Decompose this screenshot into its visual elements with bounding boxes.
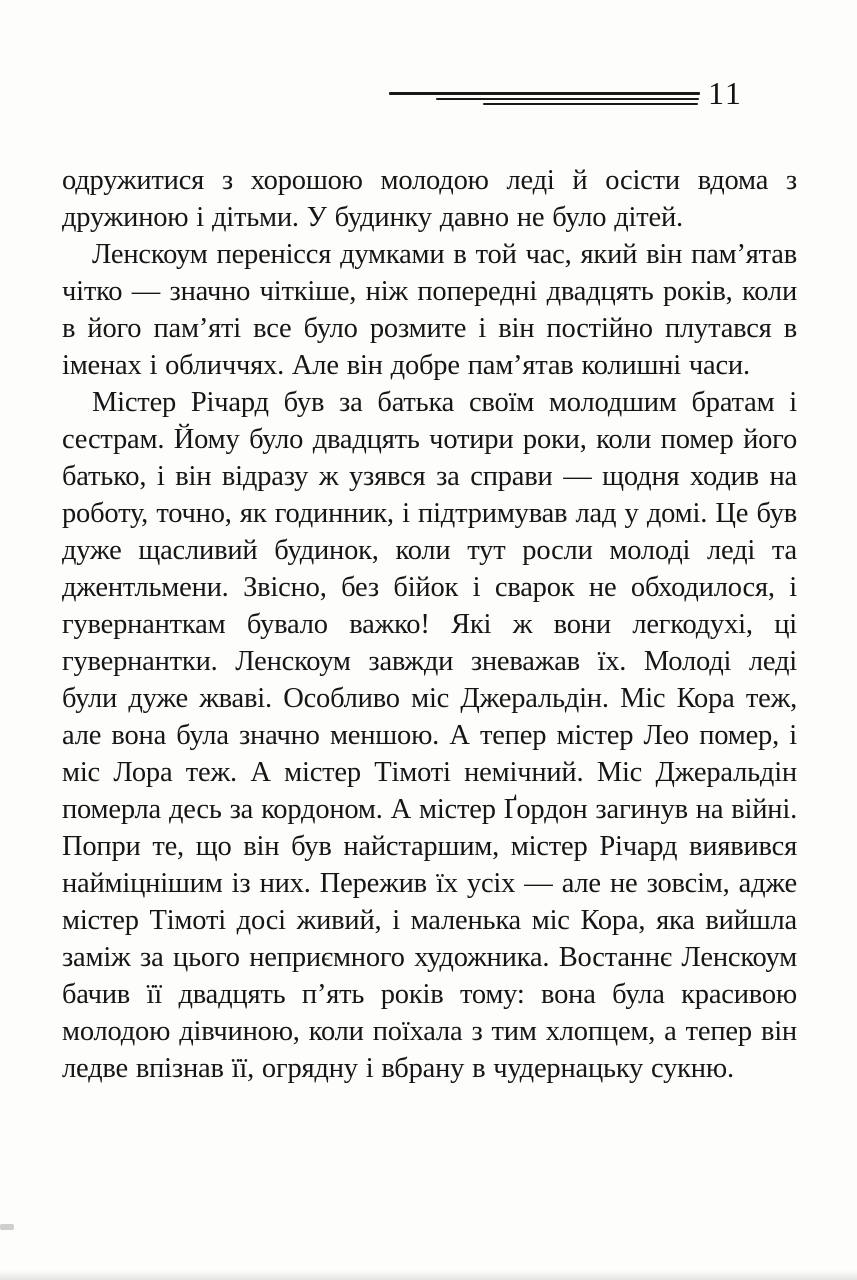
rule-line-middle xyxy=(436,98,699,100)
rule-line-bottom xyxy=(483,103,698,105)
body-text xyxy=(62,162,797,1087)
scan-edge-shadow xyxy=(0,1270,857,1280)
scan-smudge-artifact xyxy=(0,1224,14,1230)
paragraph: Ленскоум перенісся думками в той час, який він пам’ятав чітко — значно чіткіше, ніж попередні двадцять років, коли в його пам’яті все було розмите і він постійно плутався в іменах і обличчях. Але він добре пам’ятав колишні часи. xyxy=(62,239,797,381)
paragraph-continuation: одружитися з хорошою молодою леді й осісти вдома з дружиною і дітьми. У будинку давно не було дітей. xyxy=(62,165,797,233)
page-number: 11 xyxy=(708,75,743,111)
rule-line-top xyxy=(389,92,700,95)
paragraph: Містер Річард був за батька своїм молодшим братам і сестрам. Йому було двадцять чотири роки, коли помер його батько, і він відразу ж узявся за справи — щодня ходив на роботу, точно, як годинник, і підтримував лад у домі. Це був дуже щасливий будинок, коли тут росли молоді леді та джентльмени. Звісно, без бійок і сварок не обходилося, і гувернанткам бувало важко! Які ж вони легкодухі, ці гувернантки. Ленскоум завжди зневажав їх. Молоді леді були дуже жваві. Особливо міс Джеральдін. Міс Кора теж, але вона була значно меншою. А тепер містер Лео помер, і міс Лора теж. А містер Тімоті немічний. Міс Джеральдін померла десь за кордоном. А містер Ґордон загинув на війні. Попри те, що він був найстаршим, містер Річард виявився найміцнішим із них. Пережив їх усіх — але не зовсім, адже містер Тімоті досі живий, і маленька міс Кора, яка вийшла заміж за цього неприємного художника. Востаннє Ленскоум бачив її двадцять п’ять років тому: вона була красивою молодою дівчиною, коли поїхала з тим хлопцем, а тепер він ледве впізнав її, огрядну і вбрану в чудернацьку сукню. xyxy=(62,387,797,1084)
